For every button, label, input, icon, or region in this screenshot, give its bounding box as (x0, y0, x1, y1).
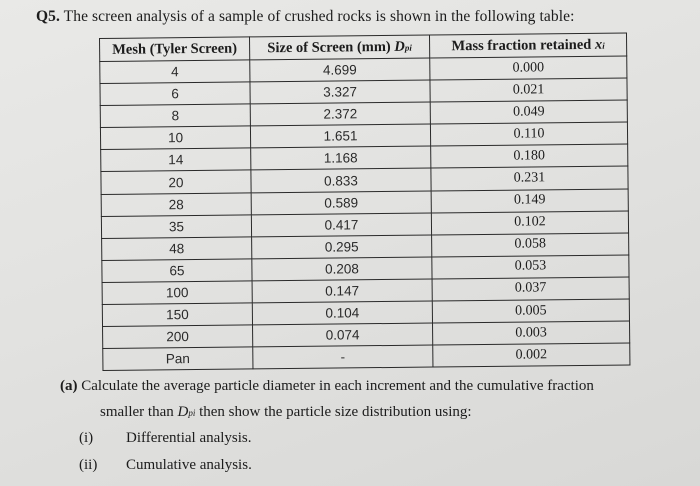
cell-size: 0.833 (251, 169, 431, 193)
cell-size: 0.074 (253, 323, 433, 347)
cell-mass: 0.058 (432, 233, 629, 257)
cell-mesh: 48 (102, 237, 252, 261)
cell-size: 0.417 (251, 213, 431, 237)
cell-mesh: Pan (103, 347, 253, 371)
header-screen-size: Size of Screen (mm) Dpi (249, 35, 429, 60)
screen-analysis-table (99, 32, 630, 371)
cell-mass: 0.149 (431, 189, 628, 213)
list-item-number: (i) (79, 430, 94, 446)
part-a-label: (a) (60, 378, 78, 394)
part-a-text-line1: Calculate the average particle diameter in each increment and the cumulative fraction (77, 378, 594, 394)
cell-mesh: 10 (100, 126, 250, 150)
header-mass-fraction: Mass fraction retained xi (429, 33, 626, 58)
cell-size: 0.295 (252, 235, 432, 259)
table-body (100, 56, 630, 371)
list-item-text: Cumulative analysis. (126, 457, 252, 473)
cell-mesh: 200 (103, 325, 253, 349)
cell-size: 1.168 (251, 146, 431, 170)
question-text: The screen analysis of a sample of crushed rocks is shown in the following table: (59, 8, 575, 25)
cell-mass: 0.002 (433, 343, 630, 367)
header-mesh: Mesh (Tyler Screen) (100, 37, 250, 62)
cell-size: 0.147 (252, 279, 432, 303)
cell-mesh: 14 (101, 148, 251, 172)
cell-size: 0.104 (252, 301, 432, 325)
cell-mass: 0.000 (430, 56, 627, 80)
cell-mass: 0.110 (430, 122, 627, 146)
cell-mesh: 100 (102, 281, 252, 305)
part-a-line1 (60, 376, 594, 396)
cell-size: 3.327 (250, 80, 430, 104)
cell-mass: 0.005 (432, 299, 629, 323)
cell-mesh: 4 (100, 60, 250, 84)
table-row (103, 343, 630, 371)
cell-mass: 0.003 (433, 321, 630, 345)
dpi-symbol: Dpi (177, 404, 196, 420)
cell-mesh: 6 (100, 82, 250, 106)
cell-mesh: 150 (102, 303, 252, 327)
cell-mesh: 65 (102, 259, 252, 283)
list-item-number: (ii) (79, 457, 98, 473)
cell-mesh: 20 (101, 170, 251, 194)
cell-mass: 0.180 (431, 144, 628, 168)
question-heading (36, 8, 575, 26)
cell-size: 0.589 (251, 191, 431, 215)
part-a-line2: smaller than Dpi then show the particle size distribution using: (100, 404, 472, 420)
cell-mesh: 8 (100, 104, 250, 128)
cell-size: 1.651 (250, 124, 430, 148)
cell-size: 2.372 (250, 102, 430, 126)
cell-mass: 0.102 (431, 211, 628, 235)
cell-mesh: 35 (101, 215, 251, 239)
cell-mass: 0.049 (430, 100, 627, 124)
list-item-text: Differential analysis. (126, 430, 252, 446)
question-number: Q5. (36, 8, 60, 25)
cell-size: - (253, 345, 433, 369)
cell-mass: 0.021 (430, 78, 627, 102)
cell-size: 4.699 (250, 58, 430, 82)
cell-mass: 0.053 (432, 255, 629, 279)
cell-size: 0.208 (252, 257, 432, 281)
cell-mass: 0.037 (432, 277, 629, 301)
cell-mesh: 28 (101, 192, 251, 216)
cell-mass: 0.231 (431, 166, 628, 190)
